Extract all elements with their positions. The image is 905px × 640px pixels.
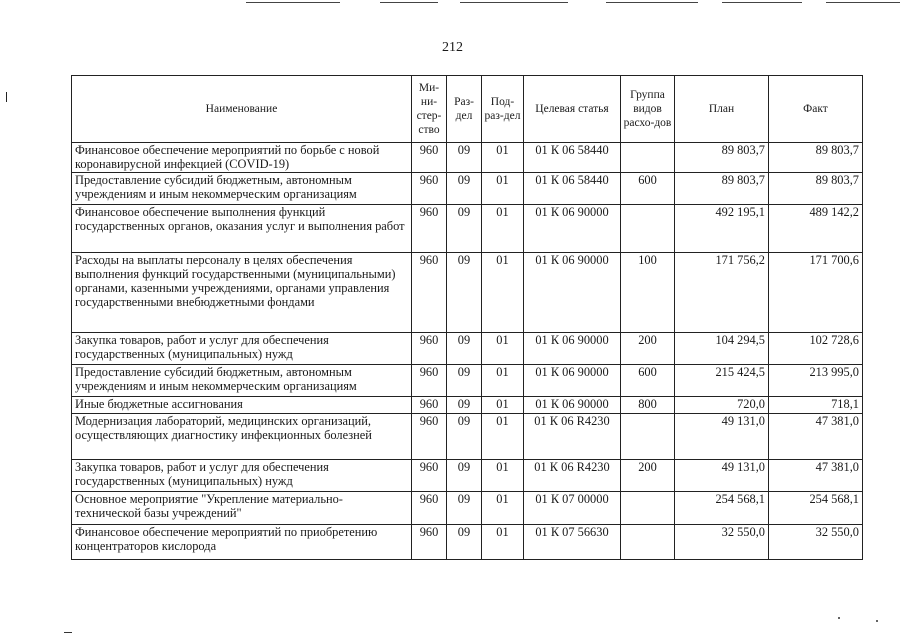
cell-name: Иные бюджетные ассигнования bbox=[72, 397, 412, 414]
header-fact: Факт bbox=[769, 76, 863, 143]
cell-subsection: 01 bbox=[482, 333, 524, 365]
scan-artifact-line bbox=[826, 2, 900, 3]
cell-fact: 213 995,0 bbox=[769, 365, 863, 397]
table-row bbox=[72, 492, 863, 525]
cell-plan: 492 195,1 bbox=[675, 205, 769, 253]
table-row bbox=[72, 397, 863, 414]
table-row bbox=[72, 253, 863, 333]
cell-fact: 718,1 bbox=[769, 397, 863, 414]
table-row bbox=[72, 173, 863, 205]
header-plan: План bbox=[675, 76, 769, 143]
cell-expense-group: 200 bbox=[621, 460, 675, 492]
table-row bbox=[72, 460, 863, 492]
table-row bbox=[72, 525, 863, 560]
cell-name: Финансовое обеспечение выполнения функций государственных органов, оказания услуг и выполнения работ bbox=[72, 205, 412, 253]
table-row bbox=[72, 333, 863, 365]
scan-artifact-line bbox=[606, 2, 698, 3]
cell-expense-group: 600 bbox=[621, 365, 675, 397]
cell-subsection: 01 bbox=[482, 253, 524, 333]
cell-target: 01 К 07 00000 bbox=[524, 492, 621, 525]
cell-target: 01 К 06 90000 bbox=[524, 205, 621, 253]
header-section: Раз-дел bbox=[447, 76, 482, 143]
cell-section: 09 bbox=[447, 173, 482, 205]
scan-artifact-dash bbox=[64, 632, 72, 633]
cell-ministry: 960 bbox=[412, 414, 447, 460]
table-row bbox=[72, 205, 863, 253]
header-subsection: Под-раз-дел bbox=[482, 76, 524, 143]
table-header-row bbox=[72, 76, 863, 143]
cell-plan: 720,0 bbox=[675, 397, 769, 414]
cell-name: Модернизация лабораторий, медицинских организаций, осуществляющих диагностику инфекционных болезней bbox=[72, 414, 412, 460]
cell-ministry: 960 bbox=[412, 460, 447, 492]
cell-section: 09 bbox=[447, 365, 482, 397]
cell-expense-group bbox=[621, 143, 675, 173]
cell-target: 01 К 06 58440 bbox=[524, 173, 621, 205]
cell-plan: 104 294,5 bbox=[675, 333, 769, 365]
cell-name: Расходы на выплаты персоналу в целях обеспечения выполнения функций государственными (муниципальными) органами, казенными учреждениями, органами управления государственными внебюджетными фондами bbox=[72, 253, 412, 333]
table-row bbox=[72, 365, 863, 397]
cell-name: Финансовое обеспечение мероприятий по приобретению концентраторов кислорода bbox=[72, 525, 412, 560]
cell-plan: 32 550,0 bbox=[675, 525, 769, 560]
cell-target: 01 К 06 R4230 bbox=[524, 414, 621, 460]
scan-artifact-line bbox=[722, 2, 802, 3]
cell-expense-group: 600 bbox=[621, 173, 675, 205]
scan-artifact-line bbox=[460, 2, 568, 3]
cell-section: 09 bbox=[447, 414, 482, 460]
cell-target: 01 К 06 90000 bbox=[524, 333, 621, 365]
cell-target: 01 К 06 90000 bbox=[524, 365, 621, 397]
cell-subsection: 01 bbox=[482, 414, 524, 460]
cell-name: Закупка товаров, работ и услуг для обеспечения государственных (муниципальных) нужд bbox=[72, 333, 412, 365]
cell-fact: 47 381,0 bbox=[769, 460, 863, 492]
table-row bbox=[72, 143, 863, 173]
cell-expense-group: 800 bbox=[621, 397, 675, 414]
cell-subsection: 01 bbox=[482, 143, 524, 173]
cell-section: 09 bbox=[447, 492, 482, 525]
cell-expense-group bbox=[621, 414, 675, 460]
header-expense-group: Группа видов расхо-дов bbox=[621, 76, 675, 143]
cell-ministry: 960 bbox=[412, 492, 447, 525]
cell-name: Закупка товаров, работ и услуг для обеспечения государственных (муниципальных) нужд bbox=[72, 460, 412, 492]
scan-artifact-mark bbox=[6, 92, 7, 102]
cell-plan: 49 131,0 bbox=[675, 460, 769, 492]
cell-plan: 254 568,1 bbox=[675, 492, 769, 525]
cell-fact: 102 728,6 bbox=[769, 333, 863, 365]
cell-subsection: 01 bbox=[482, 397, 524, 414]
page-number: 212 bbox=[442, 40, 463, 55]
cell-subsection: 01 bbox=[482, 525, 524, 560]
cell-plan: 49 131,0 bbox=[675, 414, 769, 460]
cell-expense-group: 200 bbox=[621, 333, 675, 365]
cell-plan: 215 424,5 bbox=[675, 365, 769, 397]
cell-target: 01 К 07 56630 bbox=[524, 525, 621, 560]
cell-section: 09 bbox=[447, 205, 482, 253]
cell-fact: 32 550,0 bbox=[769, 525, 863, 560]
cell-ministry: 960 bbox=[412, 333, 447, 365]
cell-expense-group bbox=[621, 525, 675, 560]
cell-subsection: 01 bbox=[482, 492, 524, 525]
cell-expense-group bbox=[621, 205, 675, 253]
cell-expense-group: 100 bbox=[621, 253, 675, 333]
cell-fact: 489 142,2 bbox=[769, 205, 863, 253]
header-name: Наименование bbox=[72, 76, 412, 143]
header-target: Целевая статья bbox=[524, 76, 621, 143]
cell-plan: 89 803,7 bbox=[675, 173, 769, 205]
cell-target: 01 К 06 R4230 bbox=[524, 460, 621, 492]
scan-artifact-dot bbox=[838, 617, 840, 619]
cell-section: 09 bbox=[447, 143, 482, 173]
cell-section: 09 bbox=[447, 253, 482, 333]
cell-fact: 89 803,7 bbox=[769, 143, 863, 173]
cell-ministry: 960 bbox=[412, 525, 447, 560]
cell-fact: 171 700,6 bbox=[769, 253, 863, 333]
cell-subsection: 01 bbox=[482, 173, 524, 205]
header-ministry: Ми-ни-стер-ство bbox=[412, 76, 447, 143]
cell-plan: 89 803,7 bbox=[675, 143, 769, 173]
cell-subsection: 01 bbox=[482, 205, 524, 253]
cell-ministry: 960 bbox=[412, 397, 447, 414]
cell-target: 01 К 06 58440 bbox=[524, 143, 621, 173]
cell-subsection: 01 bbox=[482, 365, 524, 397]
cell-target: 01 К 06 90000 bbox=[524, 253, 621, 333]
cell-expense-group bbox=[621, 492, 675, 525]
cell-section: 09 bbox=[447, 397, 482, 414]
cell-name: Предоставление субсидий бюджетным, автономным учреждениям и иным некоммерческим организациям bbox=[72, 365, 412, 397]
cell-ministry: 960 bbox=[412, 143, 447, 173]
cell-name: Основное мероприятие "Укрепление материально-технической базы учреждений" bbox=[72, 492, 412, 525]
cell-name: Финансовое обеспечение мероприятий по борьбе с новой коронавирусной инфекцией (COVID-19) bbox=[72, 143, 412, 173]
scan-artifact-line bbox=[380, 2, 438, 3]
cell-section: 09 bbox=[447, 525, 482, 560]
cell-subsection: 01 bbox=[482, 460, 524, 492]
cell-ministry: 960 bbox=[412, 365, 447, 397]
cell-ministry: 960 bbox=[412, 205, 447, 253]
scan-artifact-dot bbox=[876, 620, 878, 622]
cell-section: 09 bbox=[447, 460, 482, 492]
cell-section: 09 bbox=[447, 333, 482, 365]
table-row bbox=[72, 414, 863, 460]
budget-table bbox=[71, 75, 863, 560]
cell-ministry: 960 bbox=[412, 173, 447, 205]
cell-target: 01 К 06 90000 bbox=[524, 397, 621, 414]
cell-ministry: 960 bbox=[412, 253, 447, 333]
cell-plan: 171 756,2 bbox=[675, 253, 769, 333]
cell-name: Предоставление субсидий бюджетным, автономным учреждениям и иным некоммерческим организациям bbox=[72, 173, 412, 205]
scan-artifact-line bbox=[246, 2, 340, 3]
cell-fact: 254 568,1 bbox=[769, 492, 863, 525]
cell-fact: 89 803,7 bbox=[769, 173, 863, 205]
cell-fact: 47 381,0 bbox=[769, 414, 863, 460]
